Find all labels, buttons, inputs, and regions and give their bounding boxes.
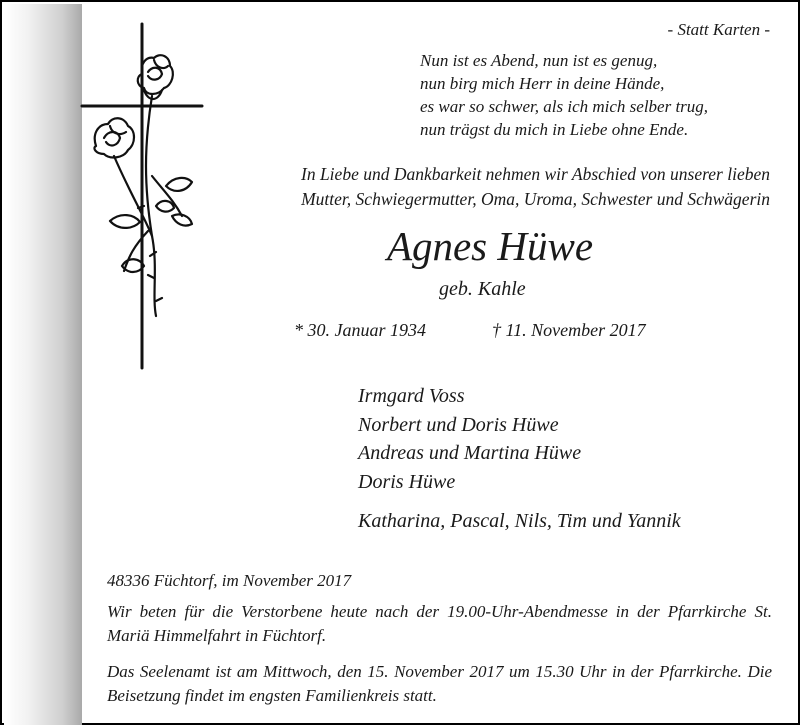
place-and-date: 48336 Füchtorf, im November 2017 <box>107 571 352 590</box>
death-date: † 11. November 2017 <box>492 320 646 340</box>
statt-karten-note: - Statt Karten - <box>667 20 770 39</box>
funeral-notice: Das Seelenamt ist am Mittwoch, den 15. November 2017 um 15.30 Uhr in der Pfarrkirche. Die Beisetzung findet im engsten Familienkreis statt. <box>107 662 772 705</box>
mourner-name: Irmgard Voss <box>358 385 465 407</box>
mourner-name: Andreas und Martina Hüwe <box>358 442 582 464</box>
intro-line: Mutter, Schwiegermutter, Oma, Uroma, Schwester und Schwägerin <box>301 189 770 209</box>
cross-with-rose-icon <box>74 16 214 372</box>
poem <box>420 49 708 141</box>
birth-date: * 30. Januar 1934 <box>294 320 426 340</box>
grandchildren-names: Katharina, Pascal, Nils, Tim und Yannik <box>358 510 681 532</box>
gradient-band <box>4 4 82 725</box>
deceased-name: Agnes Hüwe <box>386 223 594 269</box>
poem-line: es war so schwer, als ich mich selber trug, <box>420 97 709 116</box>
intro-line: In Liebe und Dankbarkeit nehmen wir Abschied von unserer lieben <box>301 164 770 184</box>
mourners-list <box>358 382 581 496</box>
intro-text <box>301 162 770 212</box>
mourner-name: Doris Hüwe <box>358 470 456 493</box>
poem-line: nun birg mich Herr in deine Hände, <box>420 74 665 93</box>
poem-line: nun trägst du mich in Liebe ohne Ende. <box>420 120 689 139</box>
prayer-notice: Wir beten für die Verstorbene heute nach der 19.00-Uhr-Abendmesse in der Pfarrkirche St. Mariä Himmelfahrt in Füchtorf. <box>107 602 772 645</box>
mourner-name: Norbert und Doris Hüwe <box>358 413 559 436</box>
maiden-name: geb. Kahle <box>439 278 526 300</box>
poem-line: Nun ist es Abend, nun ist es genug, <box>420 51 658 70</box>
